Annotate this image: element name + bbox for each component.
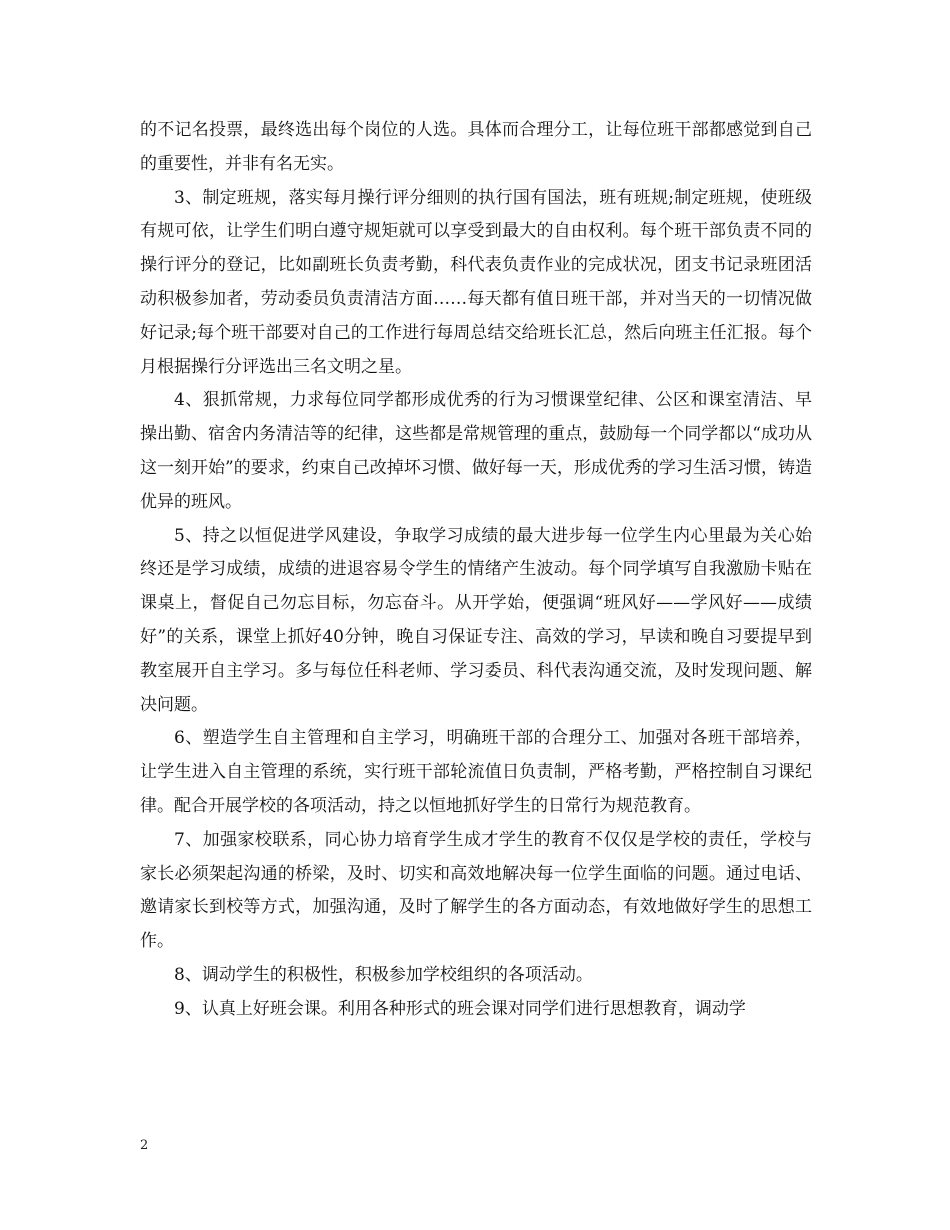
page-number: 2 bbox=[140, 1138, 149, 1153]
paragraph-3: 4、狠抓常规，力求每位同学都形成优秀的行为习惯课堂纪律、公区和课室清洁、早操出勤、宿舍内务清洁等的纪律，这些都是常规管理的重点，鼓励每一个同学都以“成功从这一刻开始”的要求，约束自己改掉坏习惯、做好每一天，形成优秀的学习生活习惯，铸造优异的班风。 bbox=[140, 390, 812, 512]
paragraph-4: 5、持之以恒促进学风建设，争取学习成绩的最大进步每一位学生内心里最为关心始终还是学习成绩，成绩的进退容易令学生的情绪产生波动。每个同学填写自我激励卡贴在课桌上，督促自己勿忘目标，勿忘奋斗。从开学始，便强调“班风好——学风好——成绩好”的关系，课堂上抓好40分钟，晚自习保证专注、高效的学习，早读和晚自习要提早到教室展开自主学习。多与每位任科老师、学习委员、科代表沟通交流，及时发现问题、解决问题。 bbox=[140, 525, 812, 715]
paragraph-7: 8、调动学生的积极性，积极参加学校组织的各项活动。 bbox=[174, 964, 593, 985]
paragraph-8: 9、认真上好班会课。利用各种形式的班会课对同学们进行思想教育，调动学 bbox=[174, 998, 746, 1019]
paragraph-1: 的不记名投票，最终选出每个岗位的人选。具体而合理分工，让每位班干部都感觉到自己的重要性，并非有名无实。 bbox=[140, 120, 812, 174]
paragraph-2: 3、制定班规，落实每月操行评分细则的执行国有国法，班有班规;制定班规，使班级有规可依，让学生们明白遵守规矩就可以享受到最大的自由权利。每个班干部负责不同的操行评分的登记，比如副班长负责考勤，科代表负责作业的完成状况，团支书记录班团活动积极参加者，劳动委员负责清洁方面……每天都有值日班干部，并对当天的一切情况做好记录;每个班干部要对自己的工作进行每周总结交给班长汇总，然后向班主任汇报。每个月根据操行分评选出三名文明之星。 bbox=[140, 187, 812, 377]
document-body bbox=[140, 114, 812, 1027]
paragraph-6: 7、加强家校联系，同心协力培育学生成才学生的教育不仅仅是学校的责任，学校与家长必须架起沟通的桥梁，及时、切实和高效地解决每一位学生面临的问题。通过电话、邀请家长到校等方式，加强沟通，及时了解学生的各方面动态，有效地做好学生的思想工作。 bbox=[140, 829, 812, 952]
paragraph-5: 6、塑造学生自主管理和自主学习，明确班干部的合理分工、加强对各班干部培养，让学生进入自主管理的系统，实行班干部轮流值日负责制，严格考勤，严格控制自习课纪律。配合开展学校的各项活动，持之以恒地抓好学生的日常行为规范教育。 bbox=[140, 728, 812, 816]
